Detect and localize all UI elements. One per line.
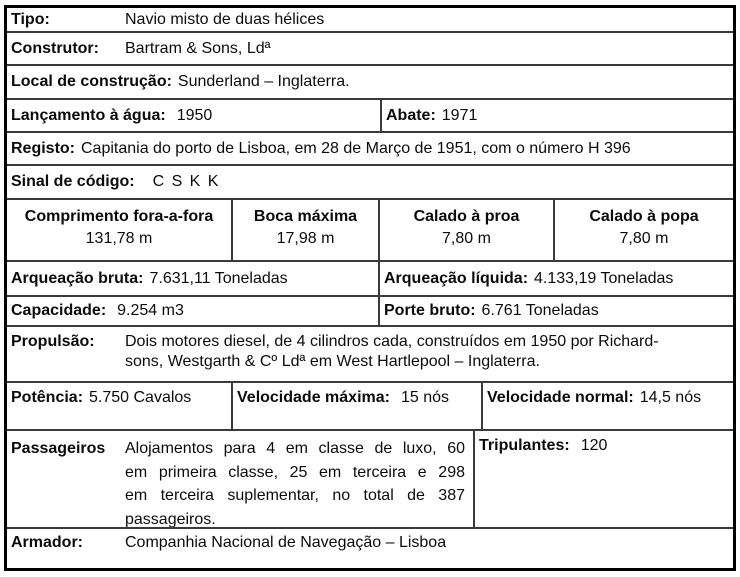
calado-popa-value: 7,80 m — [619, 230, 669, 247]
row-propulsao — [7, 327, 733, 383]
cell-velocidade-maxima — [233, 383, 483, 429]
cell-abate — [382, 100, 733, 131]
calado-popa-header: Calado à popa — [589, 208, 699, 225]
boca-maxima-value: 17,98 m — [276, 230, 335, 247]
construtor-value: Bartram & Sons, Ldª — [125, 39, 271, 57]
cell-capacidade — [7, 297, 380, 325]
potencia-value: 5.750 Cavalos — [89, 389, 192, 406]
row-capacidade-porte — [7, 297, 733, 327]
cell-potencia — [7, 383, 233, 429]
row-armador — [7, 529, 733, 568]
lancamento-value: 1950 — [176, 106, 213, 124]
cell-boca-maxima — [233, 200, 380, 260]
calado-proa-header: Calado à proa — [413, 208, 520, 225]
passageiros-text — [125, 437, 467, 527]
boca-maxima-header: Boca máxima — [253, 208, 358, 225]
passageiros-line-3: em terceira suplementar, no total de 387 — [125, 487, 465, 504]
cell-registo — [7, 133, 637, 164]
capacidade-value: 9.254 m3 — [117, 302, 184, 319]
cell-lancamento — [7, 100, 382, 131]
propulsao-line-2: sons, Westgarth & Cº Ldª em West Hartlepool – Inglaterra. — [125, 353, 540, 370]
row-potencia-velocidades — [7, 383, 733, 431]
ship-spec-table — [4, 5, 736, 571]
tripulantes-value: 120 — [580, 437, 608, 454]
registo-label: Registo: — [11, 139, 75, 157]
cell-sinal-codigo — [7, 166, 226, 198]
propulsao-label: Propulsão: — [11, 333, 95, 350]
velocidade-maxima-label: Velocidade máxima: — [237, 389, 390, 406]
row-arqueacao — [7, 262, 733, 297]
sinal-codigo-label: Sinal de código: — [11, 173, 135, 190]
potencia-label: Potência: — [11, 389, 84, 406]
armador-value: Companhia Nacional de Navegação – Lisboa — [125, 534, 447, 551]
cell-velocidade-normal — [483, 383, 733, 429]
row-local-construcao — [7, 66, 733, 100]
cell-calado-popa — [555, 200, 733, 260]
construtor-label: Construtor: — [11, 39, 99, 57]
propulsao-text — [125, 332, 661, 372]
tripulantes-label: Tripulantes: — [479, 437, 570, 454]
armador-label: Armador: — [11, 534, 84, 551]
local-construcao-value: Sunderland – Inglaterra. — [177, 73, 350, 90]
lancamento-label: Lançamento à água: — [11, 106, 166, 124]
row-construtor — [7, 33, 733, 66]
passageiros-line-4: passageiros. — [125, 510, 216, 527]
cell-arqueacao-bruta — [7, 262, 380, 295]
abate-value: 1971 — [441, 106, 478, 124]
velocidade-maxima-value: 15 nós — [400, 389, 450, 406]
row-registo — [7, 133, 733, 166]
passageiros-label: Passageiros — [11, 440, 106, 457]
velocidade-normal-value: 14,5 nós — [639, 389, 702, 406]
arqueacao-liquida-label: Arqueação líquida: — [384, 269, 529, 287]
cell-tripulantes — [475, 431, 733, 527]
row-lancamento-abate — [7, 100, 733, 133]
comprimento-value: 131,78 m — [85, 230, 153, 247]
cell-porte-bruto — [380, 297, 733, 325]
propulsao-line-1: Dois motores diesel, de 4 cilindros cada, construídos em 1950 por Richard- — [125, 333, 659, 350]
velocidade-normal-label: Velocidade normal: — [487, 389, 634, 406]
cell-local-construcao — [7, 66, 356, 98]
passageiros-line-2: em primeira classe, 25 em terceira e 298 — [125, 463, 465, 481]
porte-bruto-value: 6.761 Toneladas — [481, 302, 599, 319]
arqueacao-bruta-label: Arqueação bruta: — [11, 269, 144, 287]
cell-propulsao — [7, 327, 667, 381]
cell-tipo — [7, 8, 330, 31]
cell-arqueacao-liquida — [380, 262, 733, 295]
arqueacao-bruta-value: 7.631,11 Toneladas — [149, 269, 288, 287]
tipo-value: Navio misto de duas hélices — [125, 10, 325, 28]
row-tipo — [7, 8, 733, 33]
cell-construtor — [7, 33, 277, 64]
cell-comprimento — [7, 200, 233, 260]
passageiros-line-1: Alojamentos para 4 em classe de luxo, 60 — [125, 440, 465, 457]
cell-calado-proa — [380, 200, 555, 260]
sinal-codigo-value: C S K K — [152, 173, 220, 190]
abate-label: Abate: — [386, 106, 436, 124]
row-passageiros-tripulantes — [7, 431, 733, 529]
porte-bruto-label: Porte bruto: — [384, 302, 476, 319]
calado-proa-value: 7,80 m — [442, 230, 491, 247]
row-dimensoes — [7, 200, 733, 262]
local-construcao-label: Local de construção: — [11, 73, 172, 90]
registo-value: Capitania do porto de Lisboa, em 28 de Março de 1951, com o número H 396 — [81, 139, 631, 157]
arqueacao-liquida-value: 4.133,19 Toneladas — [534, 269, 674, 287]
row-sinal-codigo — [7, 166, 733, 200]
tipo-label: Tipo: — [11, 10, 50, 28]
comprimento-header: Comprimento fora-a-fora — [24, 208, 214, 225]
cell-passageiros — [7, 431, 475, 527]
cell-armador — [7, 529, 452, 568]
capacidade-label: Capacidade: — [11, 302, 107, 319]
